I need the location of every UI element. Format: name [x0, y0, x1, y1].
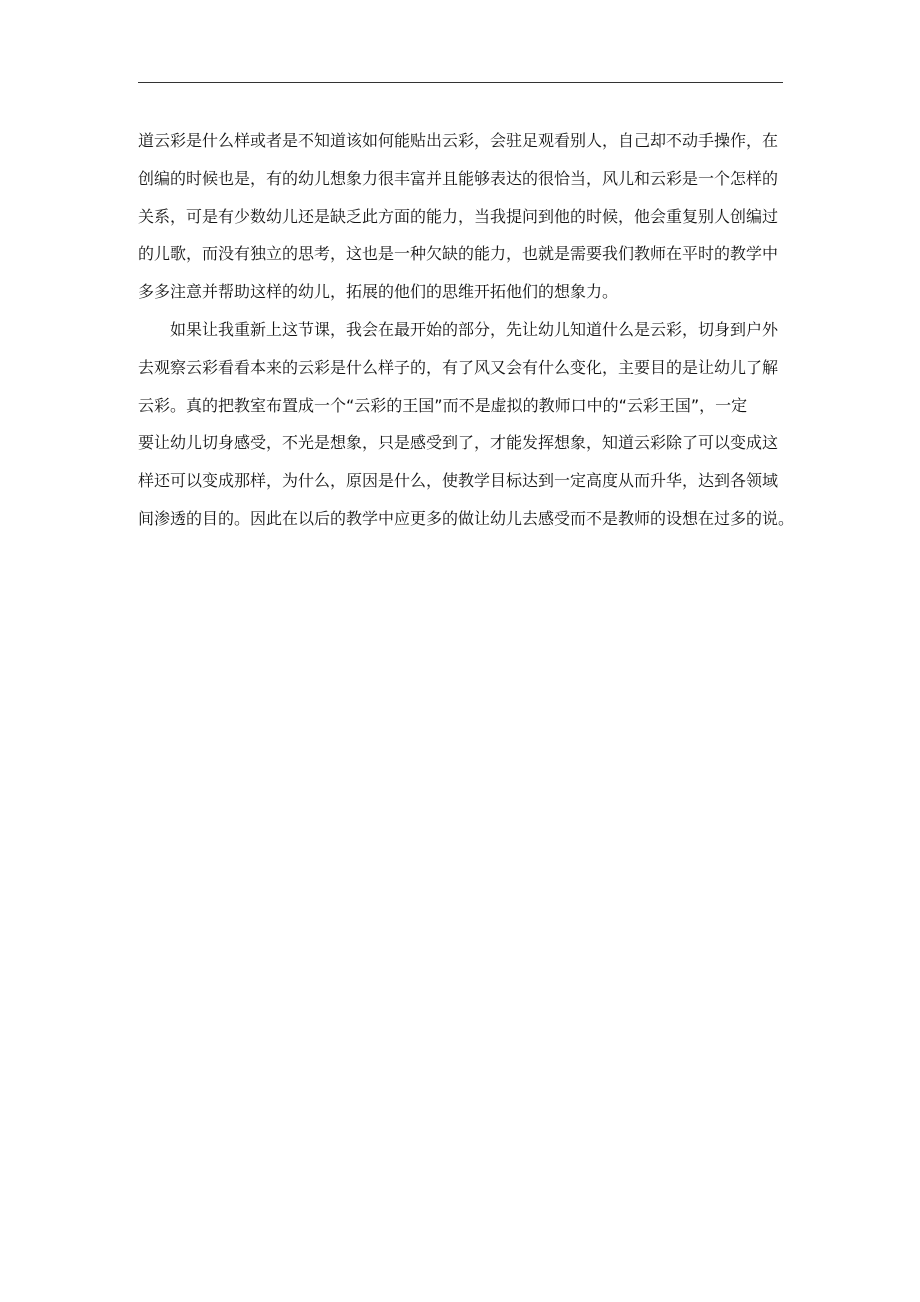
text-line: 多多注意并帮助这样的幼儿，拓展的他们的思维开拓他们的想象力。: [138, 282, 619, 302]
paragraph-1: [138, 122, 788, 311]
header-divider: [138, 82, 783, 83]
paragraph-2: [138, 311, 795, 538]
text-line: 间渗透的目的。因此在以后的教学中应更多的做让幼儿去感受而不是教师的设想在过多的说。: [138, 508, 795, 528]
text-line: 去观察云彩看看本来的云彩是什么样子的，有了风又会有什么变化，主要目的是让幼儿了解: [138, 357, 779, 377]
text-line: 要让幼儿切身感受，不光是想象，只是感受到了，才能发挥想象，知道云彩除了可以变成这: [138, 433, 779, 453]
text-line: 云彩。真的把教室布置成一个“云彩的王国”而不是虚拟的教师口中的“云彩王国”，一定: [138, 395, 748, 415]
document-body: [138, 122, 795, 538]
text-line: 的儿歌，而没有独立的思考，这也是一种欠缺的能力，也就是需要我们教师在平时的教学中: [138, 244, 779, 264]
text-line: 道云彩是什么样或者是不知道该如何能贴出云彩，会驻足观看别人，自己却不动手操作，在: [138, 131, 779, 150]
text-line: 关系，可是有少数幼儿还是缺乏此方面的能力，当我提问到他的时候，他会重复别人创编过: [138, 206, 779, 226]
text-line: 如果让我重新上这节课，我会在最开始的部分，先让幼儿知道什么是云彩，切身到户外: [170, 319, 779, 339]
text-line: 样还可以变成那样，为什么，原因是什么，使教学目标达到一定高度从而升华，达到各领域: [138, 471, 779, 491]
text-line: 创编的时候也是，有的幼儿想象力很丰富并且能够表达的很恰当，风儿和云彩是一个怎样的: [138, 168, 779, 188]
